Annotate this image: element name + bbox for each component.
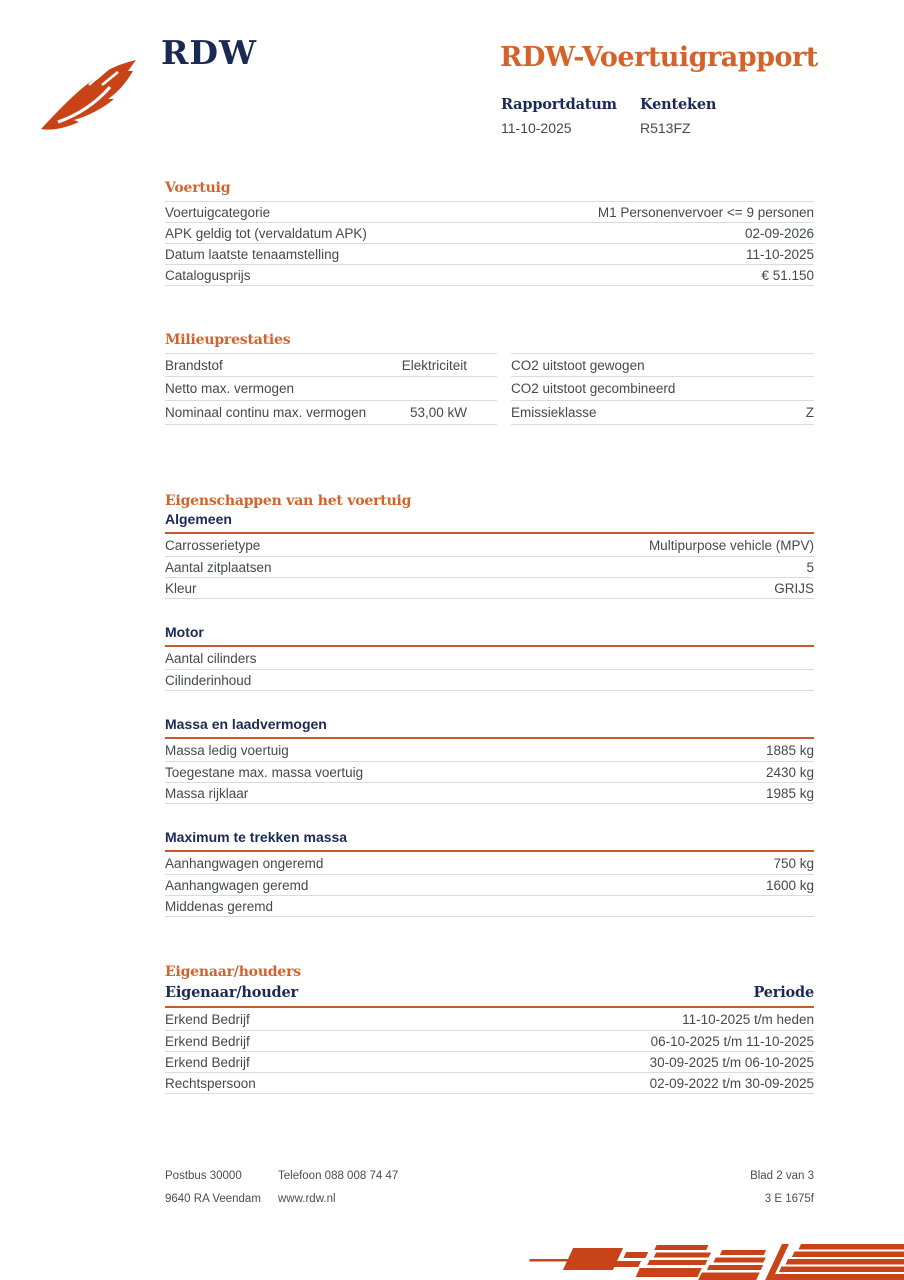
row-label: Cilinderinhoud (165, 672, 252, 688)
row-value: 53,00 kW (409, 405, 467, 420)
subsection-title-massa: Massa en laadvermogen (165, 716, 814, 739)
row-value: 5 (806, 559, 814, 575)
row-label: Aanhangwagen ongeremd (165, 855, 324, 871)
section-title-milieuprestaties: Milieuprestaties (165, 332, 291, 348)
row-value: Z (805, 405, 814, 420)
row-value: 750 kg (773, 855, 814, 871)
table-row (165, 534, 814, 557)
row-label: Catalogusprijs (165, 267, 251, 283)
row-label: Massa ledig voertuig (165, 742, 289, 758)
table-row (165, 202, 814, 223)
row-label: Toegestane max. massa voertuig (165, 764, 364, 780)
report-date-label: Rapportdatum (501, 96, 617, 113)
row-label: Netto max. vermogen (165, 381, 295, 396)
row-value: 02-09-2026 (744, 225, 814, 241)
motor-table (165, 647, 814, 691)
subsection-title-algemeen: Algemeen (165, 511, 814, 534)
row-value: GRIJS (774, 580, 814, 596)
page-footer (165, 1170, 814, 1216)
footer-form-code: 3 E 1675f (764, 1193, 814, 1205)
row-label: Kleur (165, 580, 197, 596)
table-row (165, 783, 814, 804)
owner-table (165, 1008, 814, 1094)
owner-column-header: Eigenaar/houder (165, 984, 298, 1001)
row-label: Aanhangwagen geremd (165, 877, 309, 893)
row-value: 11-10-2025 (745, 246, 814, 262)
footer-postbus: Postbus 30000 (165, 1170, 242, 1182)
table-row (165, 244, 814, 265)
subsection-title-trekken: Maximum te trekken massa (165, 829, 814, 852)
period-column-header: Periode (753, 984, 814, 1001)
table-row (165, 875, 814, 896)
table-row (165, 762, 814, 783)
massa-table (165, 739, 814, 804)
report-date-block (501, 96, 640, 136)
table-row (165, 1073, 814, 1094)
row-value: 1885 kg (765, 742, 814, 758)
row-label: Massa rijklaar (165, 785, 249, 801)
table-cell (511, 401, 814, 425)
owner-period: 30-09-2025 t/m 06-10-2025 (649, 1054, 814, 1070)
row-label: Emissieklasse (511, 405, 597, 420)
table-row (165, 852, 814, 875)
report-title: RDW-Voertuigrapport (500, 42, 818, 73)
row-value: € 51.150 (761, 267, 814, 283)
table-row (165, 377, 814, 401)
row-value: Multipurpose vehicle (MPV) (648, 537, 814, 553)
row-label: APK geldig tot (vervaldatum APK) (165, 225, 367, 241)
table-row (165, 1052, 814, 1073)
row-value: M1 Personenvervoer <= 9 personen (597, 204, 814, 220)
row-value: 1985 kg (765, 785, 814, 801)
milieuprestaties-table (165, 353, 814, 425)
table-row (165, 353, 814, 377)
table-row (165, 1031, 814, 1052)
algemeen-table (165, 534, 814, 599)
owner-name: Rechtspersoon (165, 1075, 256, 1091)
row-label: Middenas geremd (165, 898, 274, 914)
owner-table-header (165, 982, 814, 1008)
license-plate-label: Kenteken (640, 96, 717, 113)
owner-period: 11-10-2025 t/m heden (682, 1011, 814, 1027)
row-label: Brandstof (165, 357, 223, 373)
owner-name: Erkend Bedrijf (165, 1033, 250, 1049)
table-row (165, 401, 814, 425)
table-row (165, 739, 814, 762)
footer-website: www.rdw.nl (278, 1193, 336, 1205)
section-title-eigenaar: Eigenaar/houders (165, 964, 301, 980)
footer-city: 9640 RA Veendam (165, 1193, 261, 1205)
footer-page-number: Blad 2 van 3 (750, 1170, 814, 1182)
table-cell (511, 377, 814, 401)
owner-period: 02-09-2022 t/m 30-09-2025 (649, 1075, 814, 1091)
footer-row (165, 1170, 814, 1182)
table-cell (165, 353, 497, 377)
table-cell (165, 377, 497, 401)
rdw-logo-text: RDW (161, 33, 258, 72)
license-plate-block (640, 96, 716, 136)
row-label: Datum laatste tenaamstelling (165, 246, 340, 262)
row-label: Nominaal continu max. vermogen (165, 405, 367, 420)
voertuig-table (165, 201, 814, 286)
section-title-eigenschappen: Eigenschappen van het voertuig (165, 493, 412, 509)
report-body (165, 180, 814, 1094)
subsection-title-motor: Motor (165, 624, 814, 647)
table-cell (165, 401, 497, 425)
owner-period: 06-10-2025 t/m 11-10-2025 (650, 1033, 814, 1049)
footer-row (165, 1193, 814, 1205)
row-label: Carrosserietype (165, 537, 261, 553)
row-value: Elektriciteit (401, 357, 467, 373)
row-value: 2430 kg (765, 764, 814, 780)
owner-name: Erkend Bedrijf (165, 1011, 250, 1027)
table-row (165, 223, 814, 244)
row-label: Aantal zitplaatsen (165, 559, 272, 575)
report-meta (501, 96, 716, 136)
table-row (165, 557, 814, 578)
rdw-feather-logo-icon (38, 54, 148, 132)
row-label: Aantal cilinders (165, 650, 257, 666)
row-value: 1600 kg (765, 877, 814, 893)
report-date-value: 11-10-2025 (501, 120, 572, 136)
row-label: CO2 uitstoot gewogen (511, 357, 645, 373)
table-row (165, 647, 814, 670)
row-label: CO2 uitstoot gecombineerd (511, 381, 676, 396)
license-plate-value: R513FZ (640, 120, 691, 136)
table-row (165, 896, 814, 917)
section-title-voertuig: Voertuig (165, 180, 231, 196)
row-label: Voertuigcategorie (165, 204, 271, 220)
speed-lines-graphic (520, 1244, 904, 1280)
owner-name: Erkend Bedrijf (165, 1054, 250, 1070)
trekken-table (165, 852, 814, 917)
table-row (165, 265, 814, 286)
table-row (165, 578, 814, 599)
table-row (165, 670, 814, 691)
table-row (165, 1008, 814, 1031)
footer-phone: Telefoon 088 008 74 47 (278, 1170, 399, 1182)
table-cell (511, 353, 814, 377)
